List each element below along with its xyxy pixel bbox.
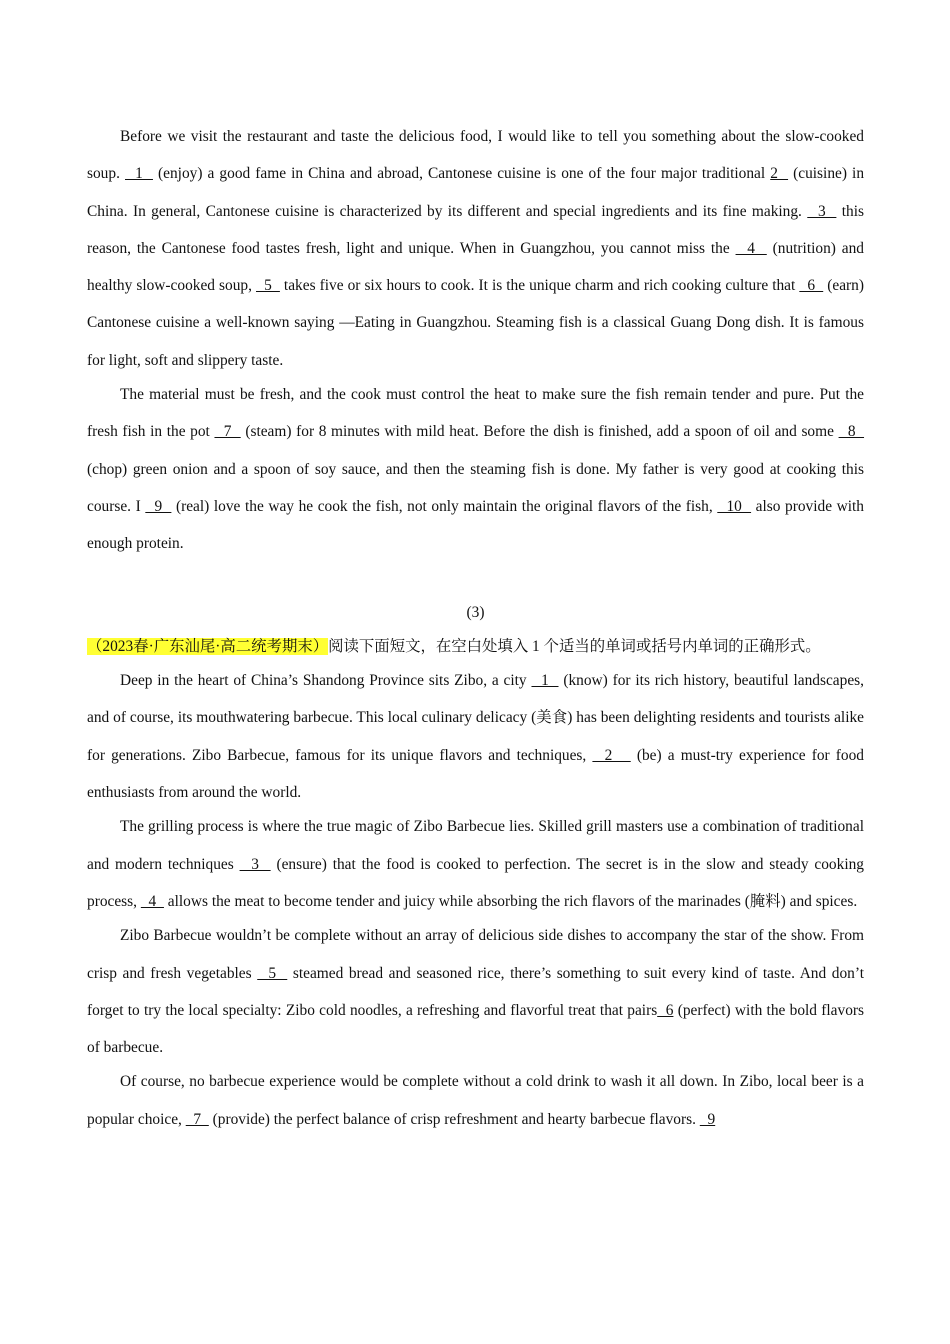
text-run: Of course, no barbecue experience would be complete without a cold drink to wash it all down. In Zibo, local beer is a popular choice,	[87, 1073, 864, 1128]
answer-blank: 10	[717, 497, 752, 515]
text-run: Zibo Barbecue wouldn’t be complete without an array of delicious side dishes to accompany the star of the show. From crisp and fresh vegetables	[87, 927, 864, 982]
text-run: (be) a must-try experience for food enthusiasts from around the world.	[87, 746, 865, 802]
answer-blank: 3	[807, 202, 837, 220]
text-run: also provide with enough protein.	[87, 497, 865, 553]
source-highlight: （2023春·广东汕尾·高二统考期末）	[87, 637, 329, 655]
text-run: Deep in the heart of China’s Shandong Province sits Zibo, a city	[120, 672, 532, 690]
answer-blank: 2	[770, 165, 789, 183]
answer-blank: 1	[125, 165, 153, 183]
section3-paragraph-2	[87, 808, 864, 920]
text-run: (know) for its rich history, beautiful landscapes, and of course, its mouthwatering barbecue. This local culinary delicacy (美食) has been delighting residents and tourists alike for generations. Zibo Barbecue, famous for its unique flavors and techniques,	[87, 672, 864, 764]
text-run: Before we visit the restaurant and taste the delicious food, I would like to tell you something about the slow-cooked soup.	[87, 128, 864, 183]
text-run: The grilling process is where the true magic of Zibo Barbecue lies. Skilled grill masters use a combination of traditional and modern techniques	[87, 818, 864, 873]
instruction-text: 阅读下面短文，在空白处填入 1 个适当的单词或括号内单词的正确形式。	[328, 637, 821, 655]
answer-blank: 7	[185, 1110, 209, 1128]
text-run: (chop) green onion and a spoon of soy sauce, and then the steaming fish is done. My father is very good at cooking this course. I	[87, 460, 864, 515]
answer-blank: 3	[239, 855, 271, 873]
answer-blank: 4	[735, 239, 767, 257]
text-run: allows the meat to become tender and juicy while absorbing the rich flavors of the marinades (腌料) and spices.	[163, 892, 858, 910]
text-run: (ensure) that the food is cooked to perfection. The secret is in the slow and steady cooking process,	[87, 855, 864, 910]
text-run: (provide) the perfect balance of crisp refreshment and hearty barbecue flavors.	[208, 1110, 700, 1128]
section3-paragraph-4	[87, 1063, 864, 1138]
answer-blank: 9	[145, 497, 172, 515]
section3-paragraph-3	[87, 917, 864, 1066]
answer-blank: 6	[657, 1001, 674, 1019]
answer-blank: 5	[257, 964, 288, 982]
text-run: (steam) for 8 minutes with mild heat. Before the dish is finished, add a spoon of oil and some	[240, 423, 839, 441]
section-number: (3)	[466, 603, 485, 621]
text-run: (nutrition) and healthy slow-cooked soup,	[87, 239, 865, 295]
passage2-paragraph-2	[87, 376, 864, 562]
document-page	[87, 118, 864, 1138]
text-run: (real) love the way he cook the fish, not only maintain the original flavors of the fish,	[171, 497, 718, 515]
answer-blank: 7	[214, 423, 241, 441]
exercise-instruction	[87, 628, 864, 665]
answer-blank: 4	[140, 892, 164, 910]
text-run: steamed bread and seasoned rice, there’s something to suit every kind of taste. And don’t forget to try the local specialty: Zibo cold noodles, a refreshing and flavorful treat that pairs	[87, 964, 864, 1019]
text-run: takes five or six hours to cook. It is the unique charm and rich cooking culture that	[279, 277, 800, 295]
text-run: (perfect) with the bold flavors of barbecue.	[87, 1001, 864, 1057]
text-run: (enjoy) a good fame in China and abroad, Cantonese cuisine is one of the four major traditional	[152, 165, 771, 183]
answer-blank: 1	[531, 672, 559, 690]
text-run: this reason, the Cantonese food tastes fresh, light and unique. When in Guangzhou, you cannot miss the	[87, 202, 864, 257]
answer-blank: 5	[256, 277, 280, 295]
text-run: (cuisine) in China. In general, Cantonese cuisine is characterized by its different and special ingredients and its fine making.	[87, 165, 865, 220]
section3-paragraph-1	[87, 662, 864, 811]
answer-blank: 9	[699, 1110, 716, 1128]
passage2-paragraph-1	[87, 118, 864, 379]
answer-blank: 8	[838, 423, 865, 441]
answer-blank: 2	[592, 746, 631, 764]
answer-blank: 6	[799, 277, 824, 295]
text-run: (earn) Cantonese cuisine a well-known saying —Eating in Guangzhou. Steaming fish is a classical Guang Dong dish. It is famous for light, soft and slippery taste.	[87, 277, 864, 369]
text-run: The material must be fresh, and the cook must control the heat to make sure the fish remain tender and pure. Put the fresh fish in the pot	[87, 386, 864, 441]
